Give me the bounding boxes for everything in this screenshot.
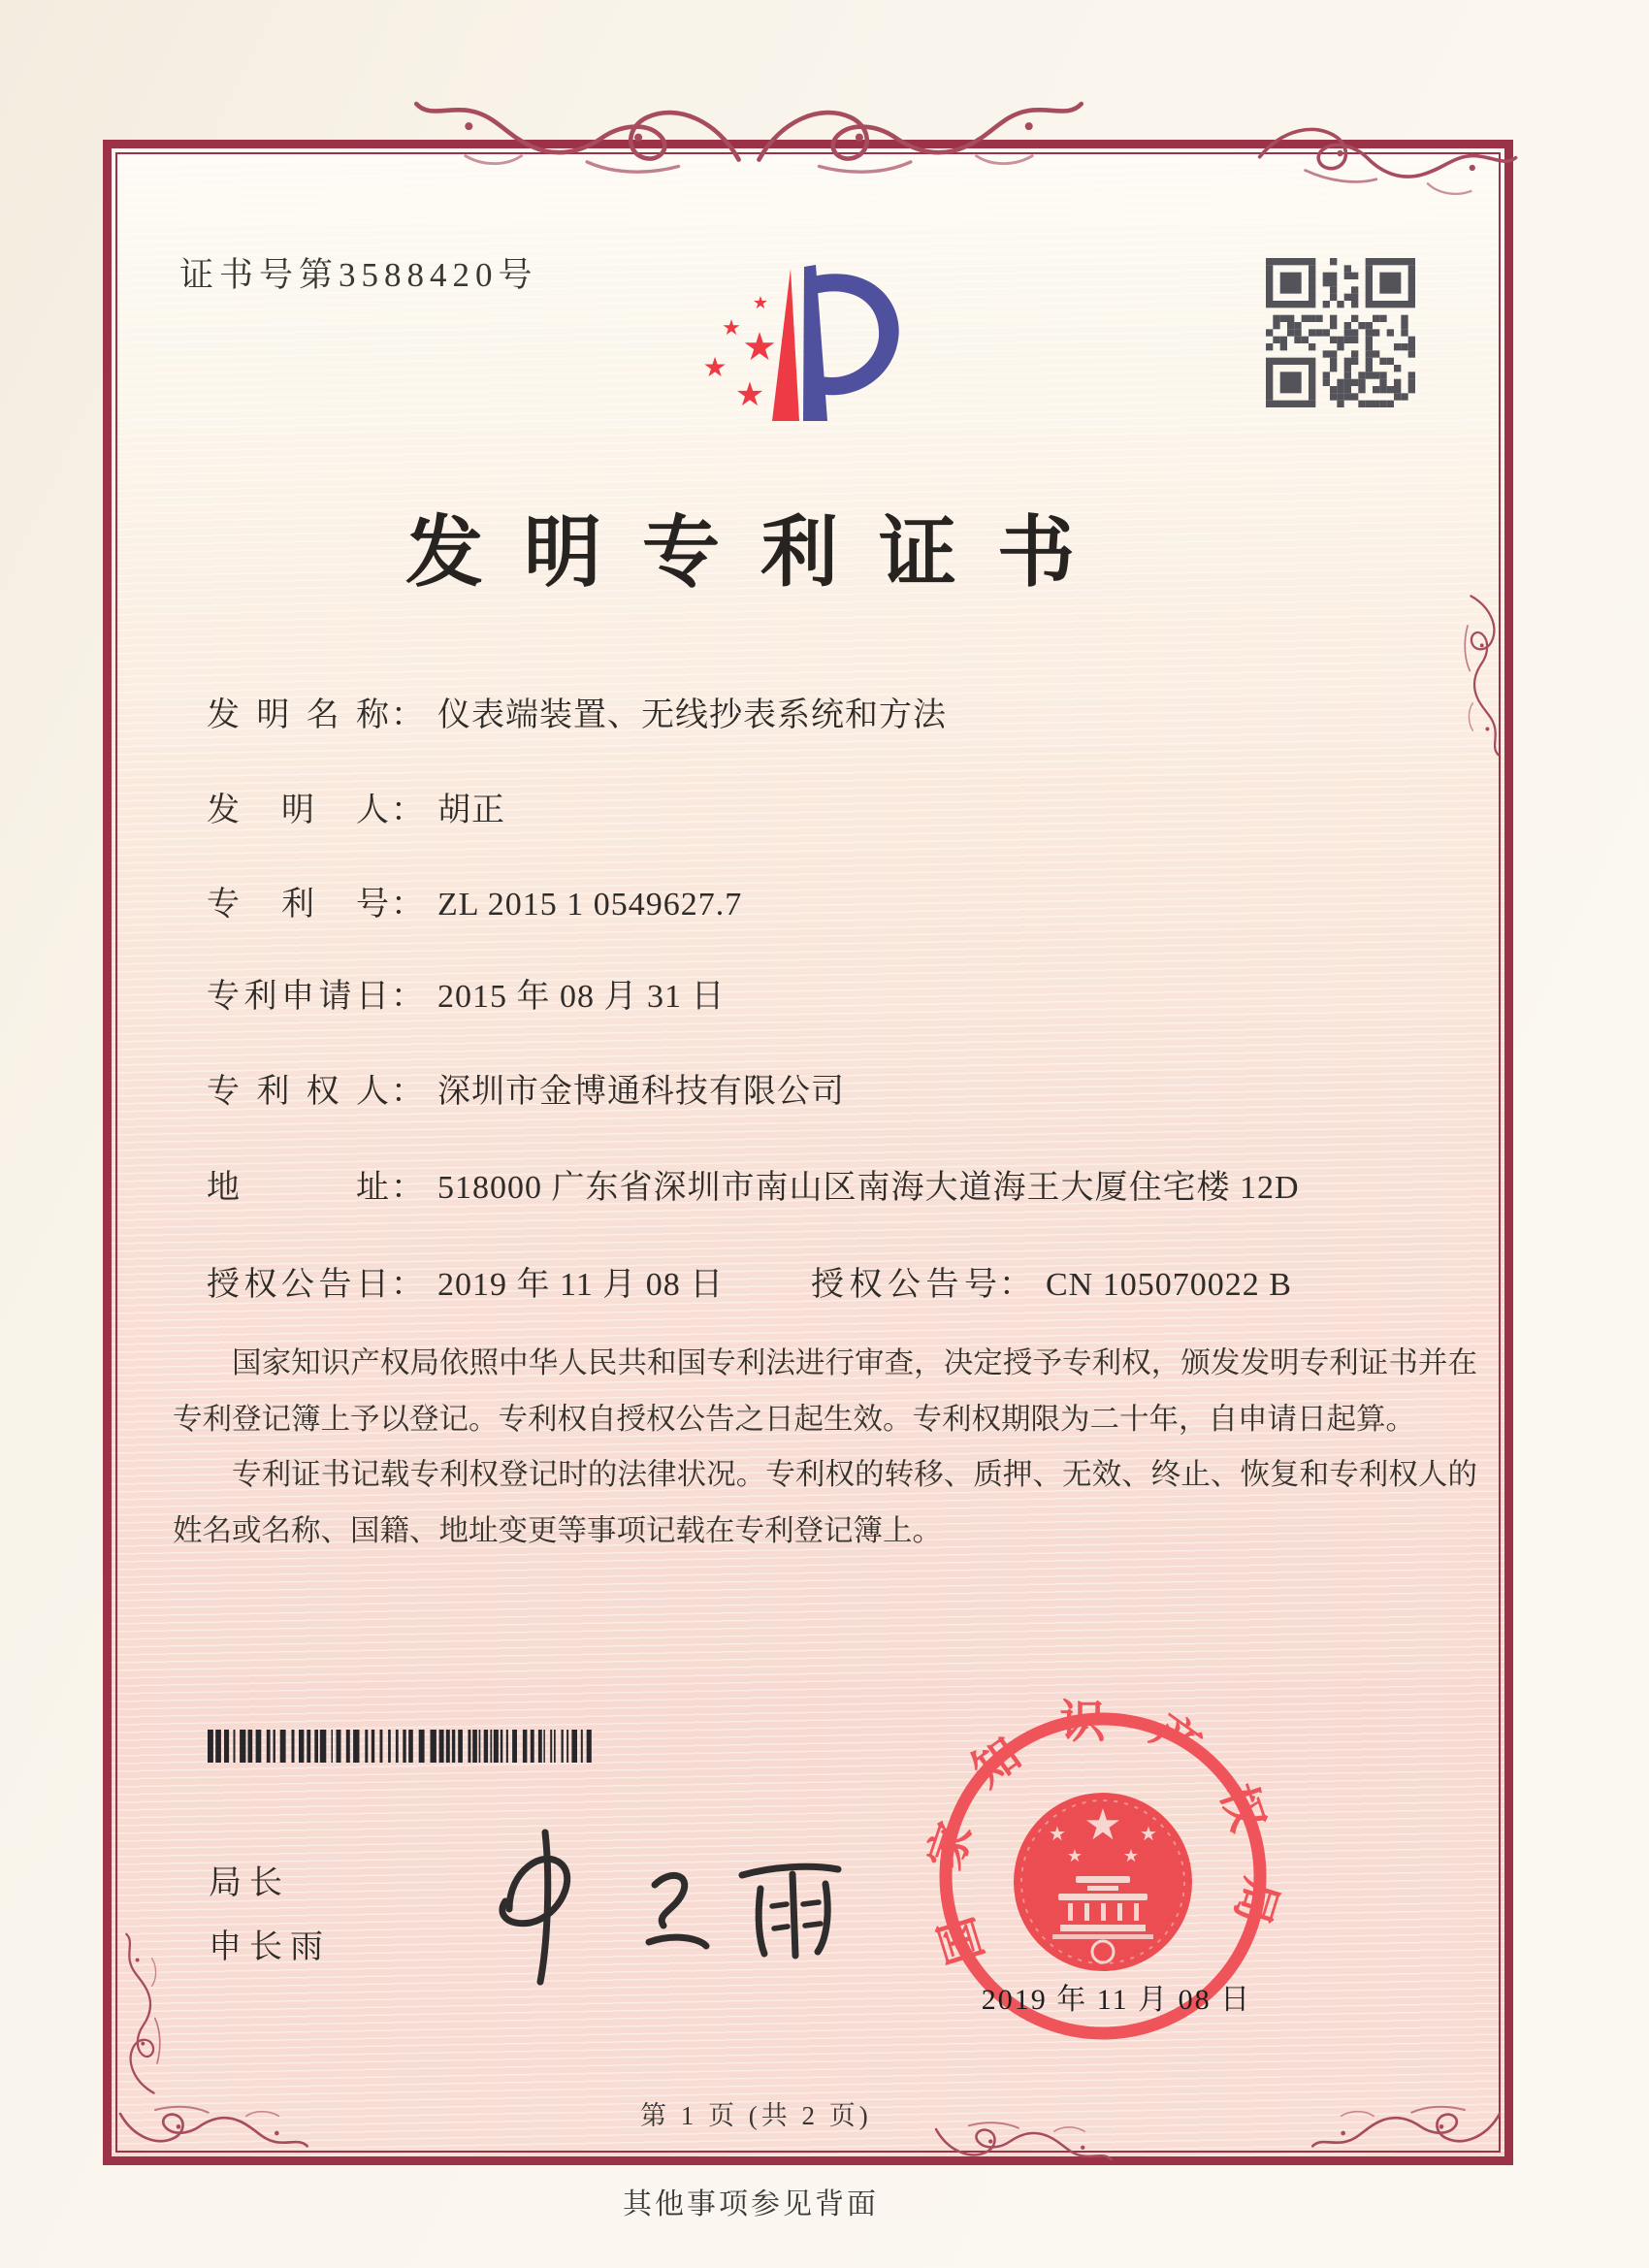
field-colon: ： bbox=[391, 1267, 424, 1303]
field-value: 2019 年 11 月 08 日 bbox=[437, 1267, 725, 1303]
field-value: 深圳市金博通科技有限公司 bbox=[437, 1074, 845, 1110]
scroll-ornament-icon bbox=[1252, 101, 1522, 215]
cnipa-logo bbox=[679, 247, 936, 446]
star-icon: ★ bbox=[1066, 1846, 1083, 1866]
scroll-ornament-icon bbox=[118, 1931, 163, 2096]
field-row-address bbox=[207, 1160, 1300, 1207]
field-value: CN 105070022 B bbox=[1046, 1267, 1292, 1303]
star-icon: ★ bbox=[702, 351, 728, 383]
field-row-patent-number bbox=[207, 877, 742, 923]
field-label: 发明人 bbox=[207, 793, 389, 828]
director-name: 申长雨 bbox=[209, 1929, 331, 1965]
official-seal bbox=[920, 1697, 1286, 2047]
star-icon: ★ bbox=[1140, 1822, 1157, 1845]
certificate-title: 发明专利证书 bbox=[405, 511, 1116, 597]
scroll-ornament-icon bbox=[931, 2120, 1116, 2168]
barcode bbox=[206, 1730, 594, 1763]
scroll-ornament-icon bbox=[116, 2103, 310, 2155]
field-row-invention-title bbox=[207, 688, 947, 734]
field-grant-publication-no bbox=[811, 1257, 1292, 1305]
field-label: 发明名称 bbox=[207, 697, 389, 733]
field-colon: ： bbox=[391, 1170, 424, 1206]
field-value: 2015 年 08 月 31 日 bbox=[437, 979, 726, 1015]
star-icon: ★ bbox=[1122, 1846, 1140, 1866]
field-label: 专利权人 bbox=[207, 1074, 389, 1110]
star-icon: ★ bbox=[1049, 1822, 1066, 1845]
field-value: 胡正 bbox=[437, 793, 505, 828]
field-value: 518000 广东省深圳市南山区南海大道海王大厦住宅楼 12D bbox=[437, 1170, 1300, 1206]
field-colon: ： bbox=[391, 697, 424, 733]
field-label: 授权公告日 bbox=[207, 1267, 389, 1303]
certificate-number: 证书号第3588420号 bbox=[179, 256, 538, 294]
back-note: 其他事项参见背面 bbox=[623, 2188, 879, 2220]
star-icon: ★ bbox=[752, 293, 769, 313]
field-row-filing-date bbox=[207, 969, 726, 1016]
field-row-grant-date bbox=[207, 1257, 1292, 1304]
star-icon: ★ bbox=[734, 375, 765, 414]
field-colon: ： bbox=[391, 793, 424, 828]
seal-date: 2019 年 11 月 08 日 bbox=[981, 1984, 1252, 2016]
scroll-ornament-icon bbox=[407, 88, 749, 178]
logo-p-bowl bbox=[813, 274, 899, 395]
field-colon: ： bbox=[391, 979, 424, 1015]
qr-code bbox=[1266, 258, 1415, 407]
field-colon: ： bbox=[391, 1074, 424, 1110]
star-icon: ★ bbox=[722, 316, 741, 340]
page-indicator: 第 1 页 (共 2 页) bbox=[640, 2101, 872, 2130]
field-row-patentee bbox=[207, 1064, 845, 1111]
legal-text bbox=[173, 1336, 1477, 1559]
field-row-inventor bbox=[207, 783, 505, 829]
field-label: 授权公告号 bbox=[811, 1267, 997, 1303]
field-colon: ： bbox=[999, 1267, 1032, 1303]
field-label: 专利申请日 bbox=[207, 979, 389, 1015]
seal-organization: 国家知识产权局 bbox=[920, 1697, 1286, 1970]
field-value: 仪表端装置、无线抄表系统和方法 bbox=[437, 697, 947, 733]
scroll-ornament-icon bbox=[749, 88, 1090, 178]
director-signature bbox=[451, 1817, 917, 1996]
star-icon: ★ bbox=[1083, 1800, 1122, 1850]
legal-paragraph: 国家知识产权局依照中华人民共和国专利法进行审查，决定授予专利权，颁发发明专利证书并在专利登记簿上予以登记。专利权自授权公告之日起生效。专利权期限为二十年，自申请日起算。 bbox=[173, 1346, 1477, 1436]
field-colon: ： bbox=[391, 887, 424, 923]
field-value: ZL 2015 1 0549627.7 bbox=[437, 887, 743, 923]
field-label: 地址 bbox=[207, 1170, 389, 1206]
certificate-sheet bbox=[103, 140, 1513, 2165]
star-icon: ★ bbox=[742, 325, 777, 370]
legal-paragraph: 专利证书记载专利权登记时的法律状况。专利权的转移、质押、无效、终止、恢复和专利权人的姓名或名称、国籍、地址变更等事项记载在专利登记簿上。 bbox=[173, 1458, 1477, 1547]
director-title: 局长 bbox=[209, 1865, 290, 1901]
scroll-ornament-icon bbox=[1310, 2103, 1504, 2155]
field-label: 专利号 bbox=[207, 887, 389, 923]
scroll-ornament-icon bbox=[1462, 593, 1506, 758]
